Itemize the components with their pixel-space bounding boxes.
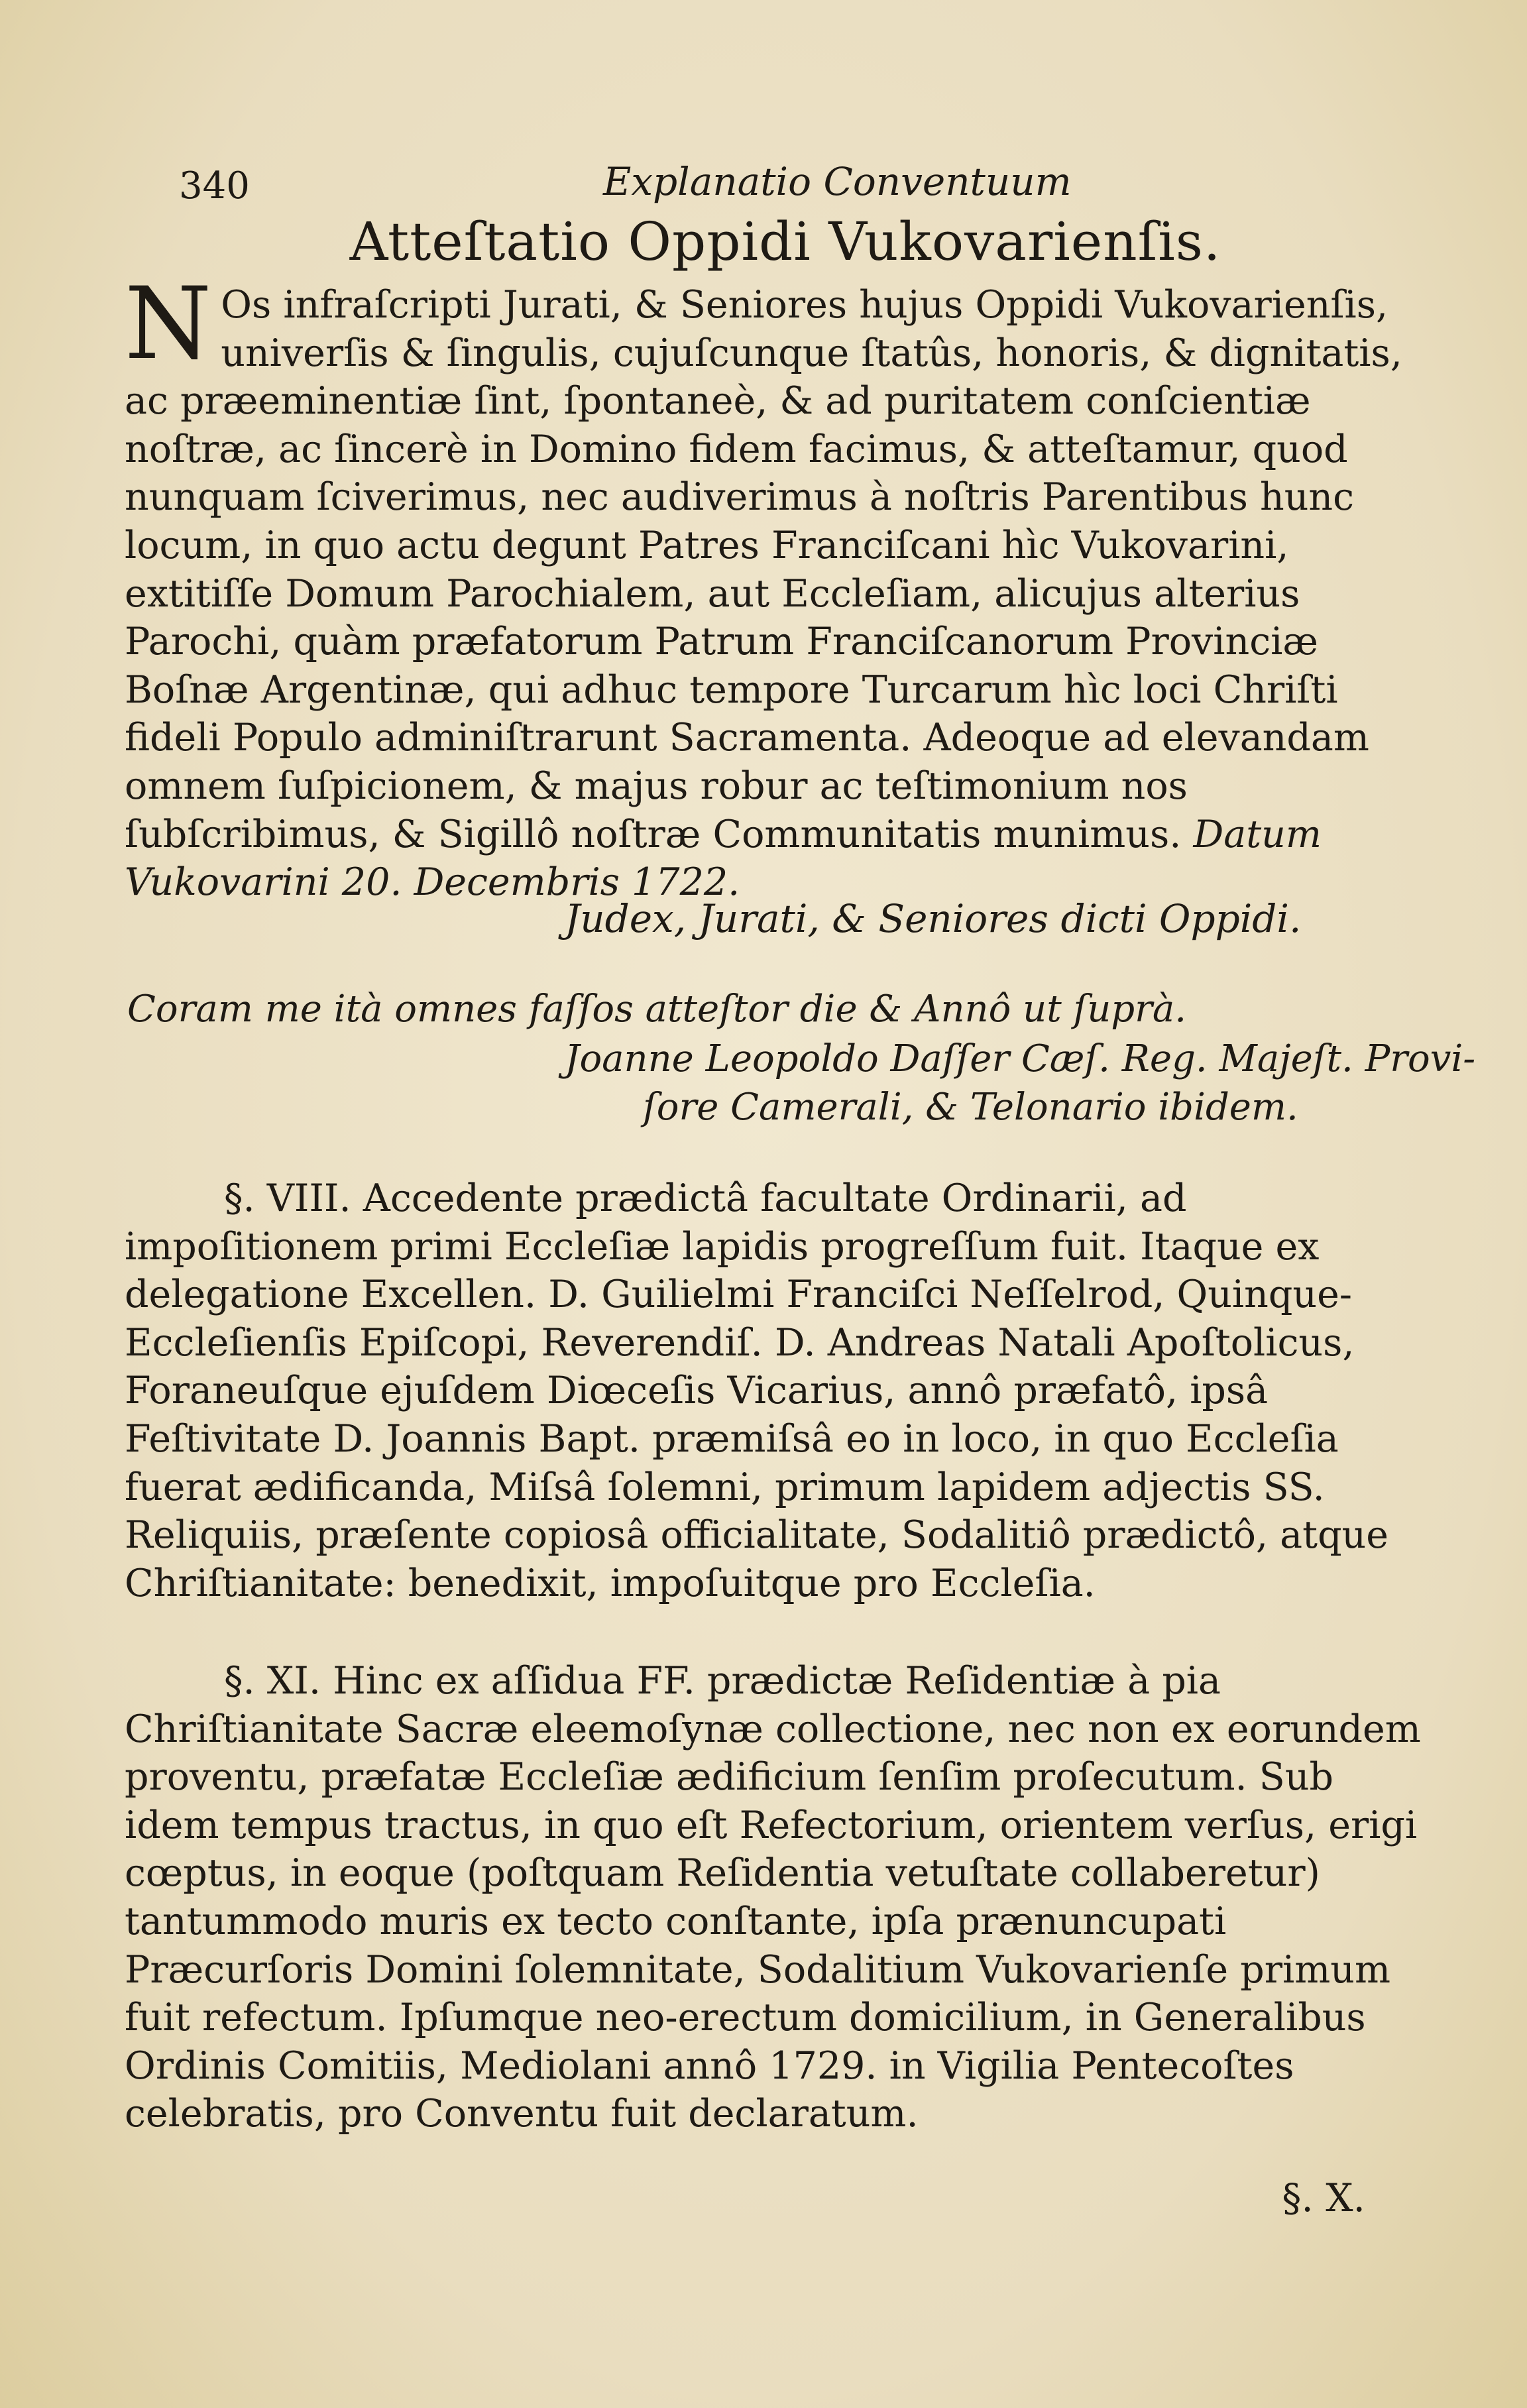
section-number: §. XI.: [224, 1659, 321, 1703]
section-text: Accedente prædictâ facultate Ordinarii, ad impoſitionem primi Eccleſiæ lapidis progreſſum fuit. Itaque ex delegatione Excellen. D. Guilielmi Franciſci Neſſelrod, Quinque-Eccleſienſis Epiſcopi, Reverendiſ. D. Andreas Natali Apoſtolicus, Foraneuſque ejuſdem Diœceſis Vicarius, annô præfatô, ipsâ Feſtivitate D. Joannis Bapt. præmiſsâ eo in loco, in quo Eccleſia fuerat ædificanda, Miſsâ ſolemni, primum lapidem adjectis SS. Reliquiis, præſente copiosâ officialitate, Sodalitiô prædictô, atque Chriſtianitate: benedixit, impoſuitque pro Eccleſia.: [125, 1176, 1388, 1605]
page-number: 340: [179, 164, 250, 207]
page-header: [179, 159, 1438, 212]
drop-cap: N: [125, 266, 212, 382]
signature-joanne-line-1: Joanne Leopoldo Daſſer Cæſ. Reg. Majeſt. Provi-: [565, 1037, 1476, 1080]
running-head: Explanatio Conventuum: [603, 159, 1072, 204]
section-text: Hinc ex aſſidua FF. prædictæ Reſidentiæ à pia Chriſtianitate Sacræ eleemoſynæ collectione, nec non ex eorundem proventu, præfatæ Eccleſiæ ædificium ſenſim proſecutum. Sub idem tempus tractus, in quo eſt Refectorium, orientem verſus, erigi cœptus, in eoque (poſtquam Reſidentia vetuſtate collaberetur) tantummodo muris ex tecto conſtante, ipſa prænuncupati Præcurſoris Domini ſolemnitate, Sodalitium Vukovarienſe primum fuit refectum. Ipſumque neo-erectum domicilium, in Generalibus Ordinis Comitiis, Mediolani annô 1729. in Vigilia Pentecoſtes celebratis, pro Conventu fuit declaratum.: [125, 1659, 1421, 2136]
catchword: §. X.: [1282, 2175, 1365, 2220]
signature-judex: Judex, Jurati, & Seniores dicti Oppidi.: [565, 896, 1302, 941]
section-number: §. VIII.: [224, 1176, 351, 1220]
section-paragraph: [125, 1657, 1434, 2138]
attestation-title: Atteſtatio Oppidi Vukovarienſis.: [349, 211, 1221, 272]
section-paragraph: [125, 1175, 1434, 1607]
attestation-date: Datum Vukovarini 20. Decembris 1722.: [125, 812, 1322, 905]
signature-joanne-line-2: ſore Camerali, & Telonario ibidem.: [643, 1086, 1298, 1129]
attestation-paragraph: [125, 266, 1434, 907]
attestation-text: Os infraſcripti Jurati, & Seniores hujus Oppidi Vukovarienſis, univerſis & ſingulis, cujuſcunque ſtatûs, honoris, & dignitatis, ac præeminentiæ ſint, ſpontaneè, & ad puritatem conſcientiæ noſtræ, ac ſincerè in Domino fidem facimus, & atteſtamur, quod nunquam ſciverimus, nec audiverimus à noſtris Parentibus hunc locum, in quo actu degunt Patres Franciſcani hìc Vukovarini, extitiſſe Domum Parochialem, aut Eccleſiam, alicujus alterius Parochi, quàm præfatorum Patrum Franciſcanorum Provinciæ Boſnæ Argentinæ, qui adhuc tempore Turcarum hìc loci Chriſti fideli Populo adminiſtrarunt Sacramenta. Adeoque ad elevandam omnem ſuſpicionem, & majus robur ac teſtimonium nos ſubſcribimus, & Sigillô noſtræ Communitatis munimus.: [125, 283, 1402, 856]
signature-coram: Coram me ità omnes faſſos atteſtor die & Annô ut ſuprà.: [127, 988, 1187, 1031]
